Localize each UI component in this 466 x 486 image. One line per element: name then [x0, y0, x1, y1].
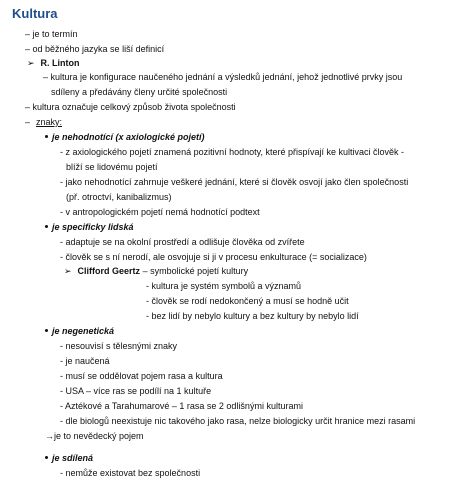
section-shared-title: je sdílená [52, 453, 94, 463]
arrow-bullet-icon: ➢ [64, 266, 72, 276]
s3-line-d: - USA – více ras se podílí na 1 kultuře [60, 386, 212, 396]
geertz-desc: – symbolické pojetí kultury [140, 266, 249, 276]
bullet-dot-icon [45, 225, 48, 228]
arrow-bullet-icon: ➢ [27, 58, 35, 68]
s1-line-e: - v antropologickém pojetí nemá hodnotící podtext [60, 207, 260, 217]
line-term: – je to termín [25, 29, 78, 39]
section-nongenetic-title: je negenetická [52, 326, 115, 336]
s2-line-a: - adaptuje se na okolní prostředí a odlišuje člověka od zvířete [60, 237, 305, 247]
geertz-heading [64, 266, 248, 277]
s3-line-f: - dle biologů neexistuje nic takového jako rasa, nelze biologicky určit hranice mezi rasami [60, 416, 416, 426]
section-human-title: je specificky lidská [52, 222, 134, 232]
s3-line-c: - musí se oddělovat pojem rasa a kultura [60, 371, 223, 381]
s2-line-b: - člověk se s ní nerodí, ale osvojuje si ji v procesu enkulturace (= socializace) [60, 252, 367, 262]
s3-line-e: - Aztékové a Tarahumarové – 1 rasa se 2 odlišnými kulturami [60, 401, 303, 411]
dash-bullet: – [25, 117, 31, 127]
s4-line-a: - nemůže existovat bez společnosti [60, 468, 201, 478]
s3-line-b: - je naučená [60, 356, 110, 366]
bullet-dot-icon [45, 135, 48, 138]
section-nonevaluative-heading [45, 132, 205, 143]
section-nongenetic-heading [45, 326, 114, 337]
geertz-name: Clifford Geertz [77, 266, 141, 276]
linton-heading [27, 58, 80, 69]
linton-definition-line2: sdíleny a předávány členy určité společnosti [51, 87, 228, 97]
bullet-dot-icon [45, 329, 48, 332]
s2-line-e: - člověk se rodí nedokončený a musí se hodně učit [146, 296, 349, 306]
s1-line-a: - z axiologického pojetí znamená pozitivní hodnoty, které přispívají ke kultivaci člověk - [60, 147, 404, 157]
line-way-of-life: – kultura označuje celkový způsob života společnosti [25, 102, 236, 112]
section-human-heading [45, 222, 134, 233]
s1-line-c: - jako nehodnotící zahrnuje veškeré jednání, které si člověk osvojí jako člen společnosti [60, 177, 409, 187]
bullet-dot-icon [45, 456, 48, 459]
linton-name: R. Linton [40, 58, 80, 68]
s2-line-d: - kultura je systém symbolů a významů [146, 281, 302, 291]
features-label [25, 117, 62, 128]
features-text: znaky: [36, 117, 63, 127]
section-nonevaluative-title: je nehodnotící (x axiologické pojetí) [52, 132, 205, 142]
s1-line-d: (př. otroctví, kanibalizmus) [66, 192, 172, 202]
linton-definition-line1: – kultura je konfigurace naučeného jednání a výsledků jednání, jehož jednotlivé prvky jsou [43, 72, 403, 82]
page-title: Kultura [12, 6, 58, 21]
s3-line-g: →je to nevědecký pojem [45, 431, 144, 441]
s3-line-a: - nesouvisí s tělesnými znaky [60, 341, 178, 351]
s2-line-f: - bez lidí by nebylo kultury a bez kultury by nebylo lidí [146, 311, 359, 321]
s1-line-b: blíží se lidovému pojetí [66, 162, 158, 172]
section-shared-heading [45, 453, 93, 464]
line-definition: – od běžného jazyka se liší definicí [25, 44, 165, 54]
